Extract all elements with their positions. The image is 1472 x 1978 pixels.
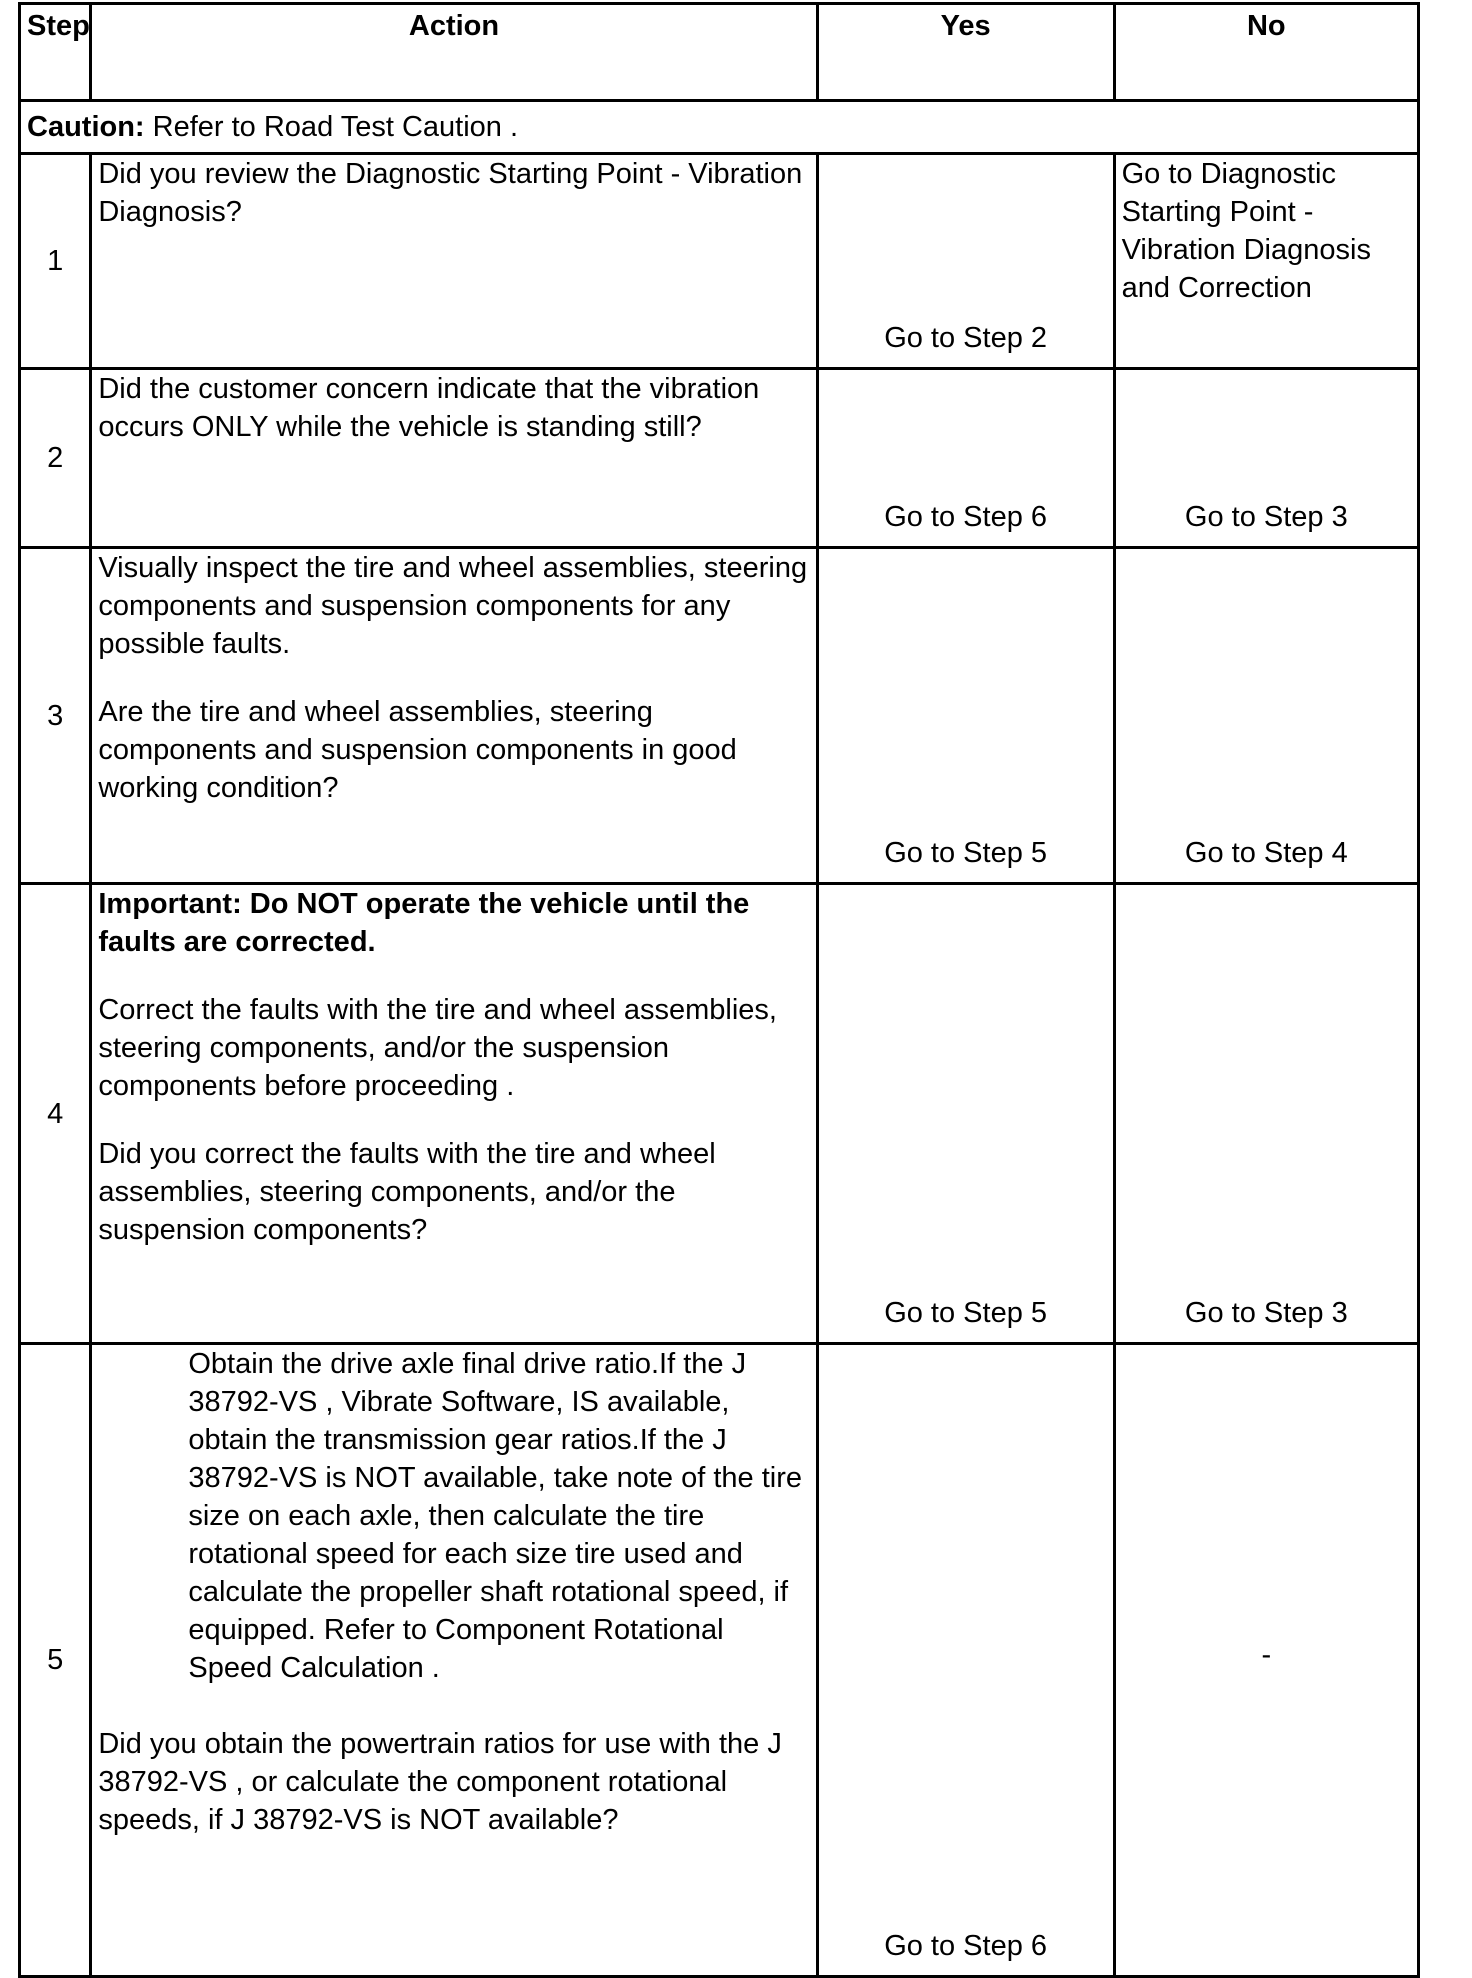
yes-result: Go to Step 6 xyxy=(817,369,1114,548)
action-text: Did the customer concern indicate that the vibration occurs ONLY while the vehicle is standing still? xyxy=(98,373,760,443)
no-result: Go to Step 3 xyxy=(1114,369,1418,548)
caution-row xyxy=(20,101,1419,154)
header-action: Action xyxy=(91,4,817,101)
no-result: Go to Diagnostic Starting Point - Vibration Diagnosis and Correction xyxy=(1114,154,1418,369)
no-result: Go to Step 4 xyxy=(1114,548,1418,884)
caution-text: Refer to Road Test Caution . xyxy=(144,111,519,143)
caution-label: Caution: xyxy=(27,111,145,143)
table-row xyxy=(20,1344,1419,1977)
table-row xyxy=(20,369,1419,548)
yes-result: Go to Step 2 xyxy=(817,154,1114,369)
action-text: Visually inspect the tire and wheel assemblies, steering components and suspension components for any possible faults. xyxy=(98,552,808,660)
action-text: Obtain the drive axle final drive ratio.If the J 38792-VS , Vibrate Software, IS available, obtain the transmission gear ratios.If the J 38792-VS is NOT available, take note of the tire size on each axle, then calculate the tire rotational speed for each size tire used and calculate the propeller shaft rotational speed, if equipped. Refer to Component Rotational Speed Calculation . xyxy=(188,1348,803,1684)
action-cell xyxy=(91,548,817,884)
action-question: Did you correct the faults with the tire and wheel assemblies, steering components, and/or the suspension components? xyxy=(98,1138,716,1246)
yes-result: Go to Step 5 xyxy=(817,548,1114,884)
table-row xyxy=(20,884,1419,1344)
action-cell xyxy=(91,1344,817,1977)
caution-cell xyxy=(20,101,1419,154)
action-cell xyxy=(91,154,817,369)
header-yes: Yes xyxy=(817,4,1114,101)
step-number: 1 xyxy=(20,154,91,369)
action-question: Did you obtain the powertrain ratios for use with the J 38792-VS , or calculate the component rotational speeds, if J 38792-VS is NOT available? xyxy=(98,1728,782,1836)
action-text: Did you review the Diagnostic Starting Point - Vibration Diagnosis? xyxy=(98,158,803,228)
action-text: Correct the faults with the tire and wheel assemblies, steering components, and/or the suspension components before proceeding . xyxy=(98,994,777,1102)
table-row xyxy=(20,154,1419,369)
yes-result: Go to Step 6 xyxy=(817,1344,1114,1977)
action-cell xyxy=(91,884,817,1344)
step-number: 5 xyxy=(20,1344,91,1977)
header-row xyxy=(20,4,1419,101)
header-step: Step xyxy=(20,4,91,101)
important-note: Important: Do NOT operate the vehicle until the faults are corrected. xyxy=(98,888,750,958)
step-number: 3 xyxy=(20,548,91,884)
header-no: No xyxy=(1114,4,1418,101)
diagnostic-table xyxy=(18,2,1420,1978)
table-row xyxy=(20,548,1419,884)
no-result: Go to Step 3 xyxy=(1114,884,1418,1344)
action-cell xyxy=(91,369,817,548)
yes-result: Go to Step 5 xyxy=(817,884,1114,1344)
step-number: 4 xyxy=(20,884,91,1344)
step-number: 2 xyxy=(20,369,91,548)
no-result: - xyxy=(1114,1344,1418,1977)
action-question: Are the tire and wheel assemblies, steering components and suspension components in good working condition? xyxy=(98,696,737,804)
